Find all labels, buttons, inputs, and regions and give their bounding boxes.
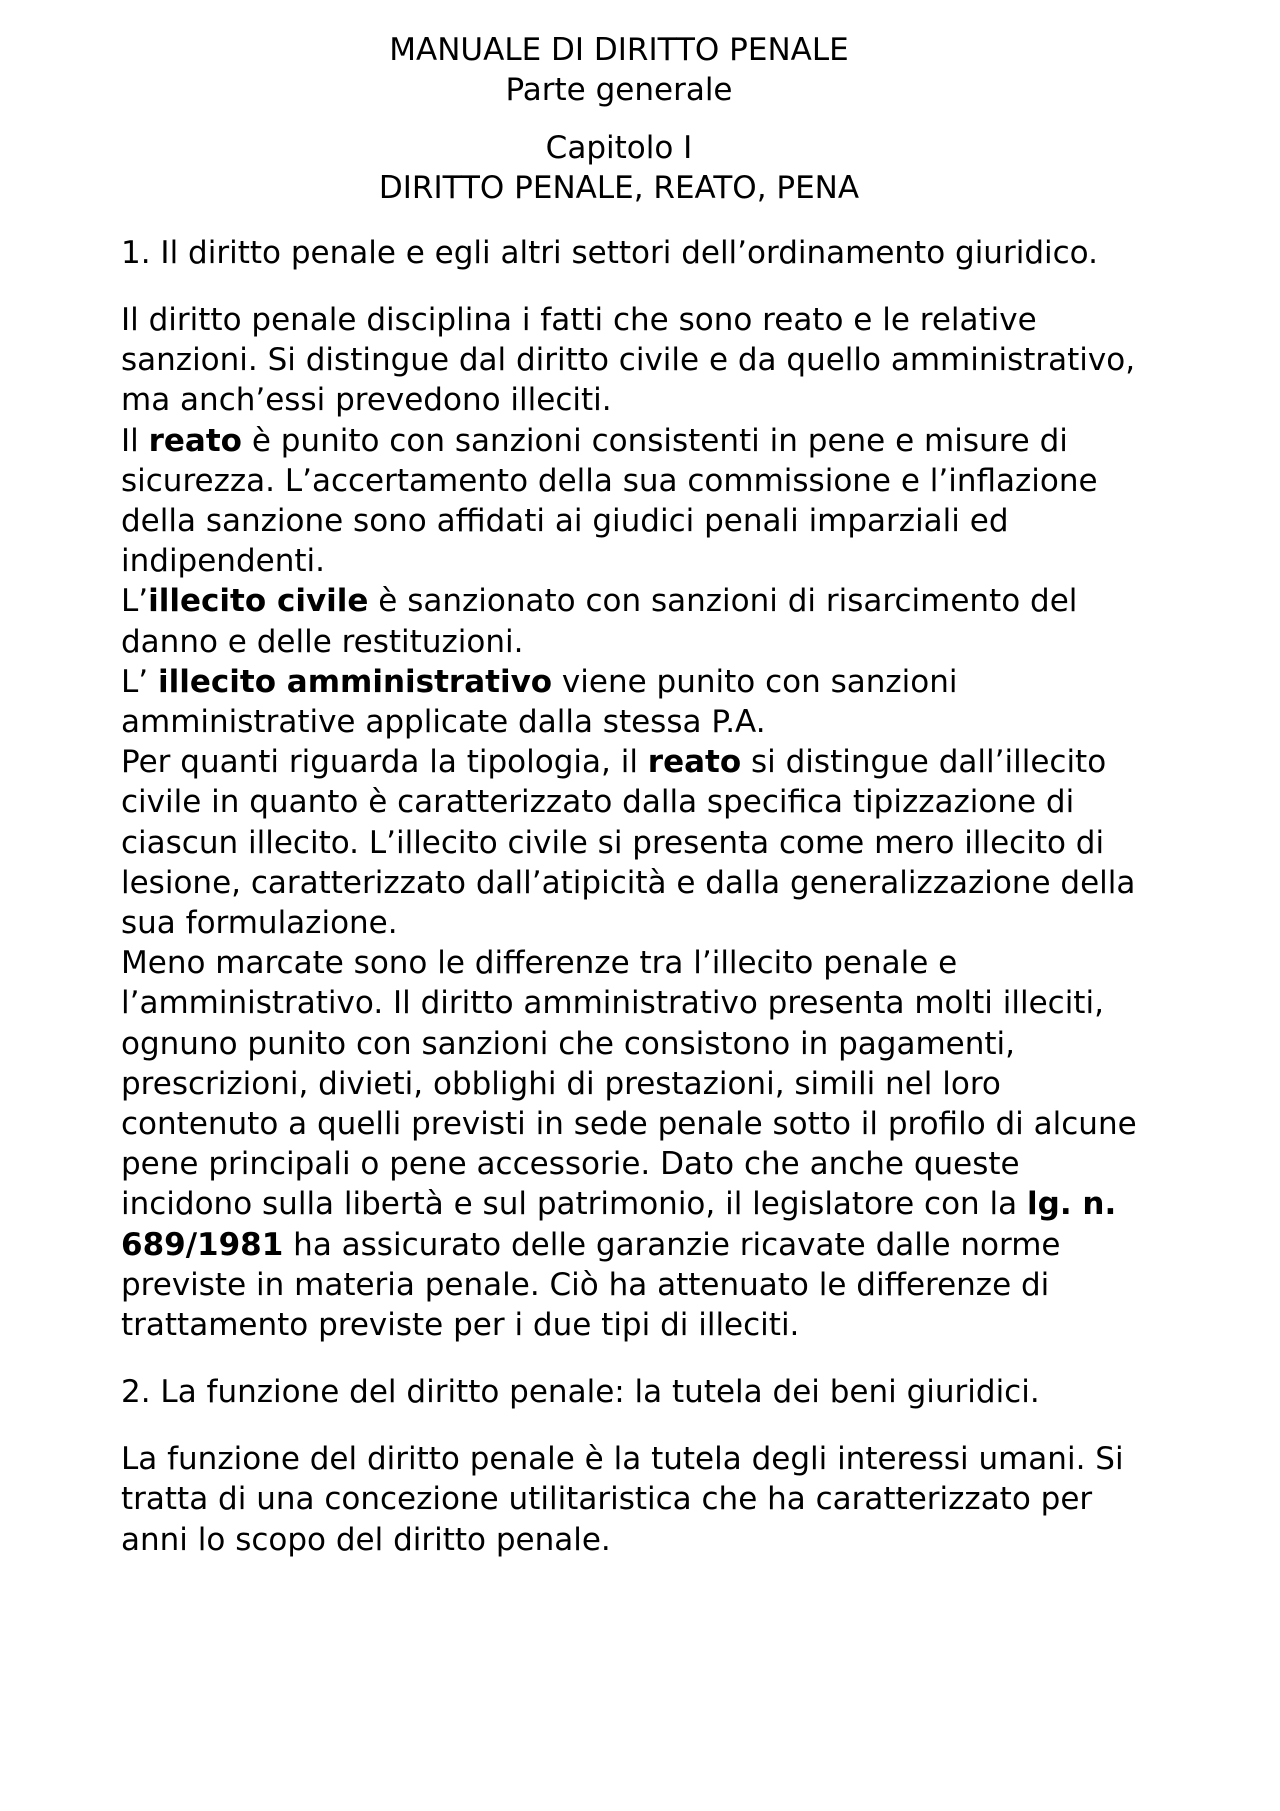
bold-term-reato: reato <box>647 744 742 781</box>
document-subtitle: Parte generale <box>505 72 733 108</box>
paragraph-text: ha assicurato delle garanzie ricavate dalle norme previste in materia penale. Ciò ha attenuato le differenze di trattamento previste per i due tipi di illeciti. <box>121 1226 1061 1344</box>
document-title-block <box>121 30 1137 110</box>
paragraph-text: L’ <box>121 663 158 700</box>
section-2-body <box>121 1439 1137 1560</box>
paragraph-text: è sanzionato con sanzioni di risarcimento del danno e delle restituzioni. <box>121 583 1078 660</box>
section-1-paragraph-4 <box>121 662 1137 742</box>
section-2-paragraph-1: La funzione del diritto penale è la tutela degli interessi umani. Si tratta di una concezione utilitaristica che ha caratterizzato per anni lo scopo del diritto penale. <box>121 1441 1124 1558</box>
section-1-heading: 1. Il diritto penale e egli altri settori dell’ordinamento giuridico. <box>121 235 1098 271</box>
paragraph-text: L’ <box>121 583 149 620</box>
document-title: MANUALE DI DIRITTO PENALE <box>389 32 849 68</box>
chapter-label: Capitolo I <box>545 130 693 166</box>
section-2-heading: 2. La funzione del diritto penale: la tutela dei beni giuridici. <box>121 1374 1040 1411</box>
section-1-paragraph-1: Il diritto penale disciplina i fatti che sono reato e le relative sanzioni. Si distingue dal diritto civile e da quello amministrativo, ma anch’essi prevedono illeciti. <box>121 302 1136 419</box>
chapter-heading-block <box>121 128 1137 208</box>
section-1-paragraph-3 <box>121 581 1137 661</box>
paragraph-text: viene punito con sanzioni amministrative applicate dalla stessa P.A. <box>121 663 958 741</box>
section-1-paragraph-2 <box>121 421 1137 582</box>
paragraph-text: è punito con sanzioni consistenti in pene e misure di sicurezza. L’accertamento della sua commissione e l’inflazione della sanzione sono affidati ai giudici penali imparziali ed indipendenti. <box>121 422 1098 580</box>
paragraph-text: Il <box>121 422 149 459</box>
section-1-body <box>121 300 1137 1345</box>
section-1-paragraph-5 <box>121 742 1137 943</box>
bold-law-reference: lg. n. 689/1981 <box>121 1186 1117 1263</box>
bold-term-reato: reato <box>148 422 242 459</box>
paragraph-text: si distingue dall’illecito civile in quanto è caratterizzato dalla specifica tipizzazione di ciascun illecito. L’illecito civile si presenta come mero illecito di lesione, caratterizzato dall’atipicità e dalla generalizzazione della sua formulazione. <box>121 744 1136 942</box>
paragraph-text: Per quanti riguarda la tipologia, il <box>121 744 648 781</box>
paragraph-text: Meno marcate sono le differenze tra l’illecito penale e l’amministrativo. Il diritto amministrativo presenta molti illeciti, ognuno punito con sanzioni che consistono in pagamenti, prescrizioni, divieti, obblighi di prestazioni, simili nel loro contenuto a quelli previsti in sede penale sotto il profilo di alcune pene principali o pene accessorie. Dato che anche queste incidono sulla libertà e sul patrimonio, il legislatore con la <box>121 945 1137 1223</box>
bold-term-illecito-amministrativo: illecito amministrativo <box>157 663 553 700</box>
chapter-title: DIRITTO PENALE, REATO, PENA <box>378 170 860 206</box>
section-1-paragraph-6 <box>121 943 1137 1345</box>
bold-term-illecito-civile: illecito civile <box>148 583 369 620</box>
